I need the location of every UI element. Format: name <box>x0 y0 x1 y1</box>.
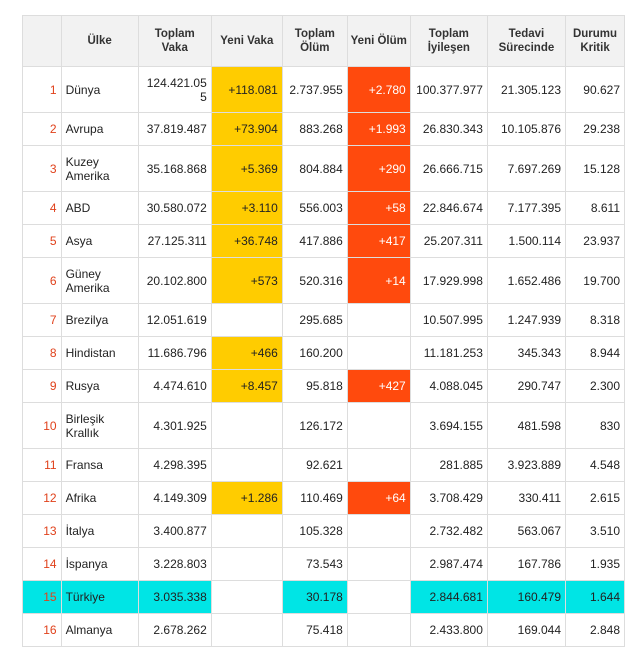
row-new-cases <box>211 581 282 614</box>
row-total-deaths: 804.884 <box>282 146 347 192</box>
row-total-cases: 3.035.338 <box>138 581 211 614</box>
row-new-cases <box>211 403 282 449</box>
table-row <box>23 337 625 370</box>
row-rank: 3 <box>23 146 62 192</box>
row-total-deaths: 30.178 <box>282 581 347 614</box>
row-active: 7.697.269 <box>487 146 565 192</box>
row-new-deaths: +290 <box>347 146 410 192</box>
row-new-cases: +36.748 <box>211 225 282 258</box>
row-rank: 5 <box>23 225 62 258</box>
row-total-deaths: 126.172 <box>282 403 347 449</box>
row-active: 481.598 <box>487 403 565 449</box>
row-critical: 3.510 <box>566 515 625 548</box>
header-critical[interactable]: Durumu Kritik <box>566 16 625 67</box>
row-total-deaths: 95.818 <box>282 370 347 403</box>
row-new-deaths: +427 <box>347 370 410 403</box>
row-total-cases: 4.149.309 <box>138 482 211 515</box>
table-row <box>23 581 625 614</box>
row-new-deaths: +14 <box>347 258 410 304</box>
row-total-cases: 30.580.072 <box>138 192 211 225</box>
row-new-deaths: +417 <box>347 225 410 258</box>
row-country[interactable]: Hindistan <box>61 337 138 370</box>
table-row <box>23 192 625 225</box>
header-country[interactable]: Ülke <box>61 16 138 67</box>
row-critical: 8.944 <box>566 337 625 370</box>
row-critical: 8.611 <box>566 192 625 225</box>
row-rank: 8 <box>23 337 62 370</box>
table-row <box>23 614 625 647</box>
row-new-deaths: +64 <box>347 482 410 515</box>
row-critical: 90.627 <box>566 67 625 113</box>
header-row <box>23 16 625 67</box>
row-new-deaths <box>347 581 410 614</box>
row-total-recovered: 100.377.977 <box>410 67 487 113</box>
row-new-deaths <box>347 614 410 647</box>
row-critical: 2.300 <box>566 370 625 403</box>
row-active: 169.044 <box>487 614 565 647</box>
table-row <box>23 515 625 548</box>
row-active: 1.652.486 <box>487 258 565 304</box>
row-country[interactable]: Güney Amerika <box>61 258 138 304</box>
row-country[interactable]: Almanya <box>61 614 138 647</box>
row-country[interactable]: İspanya <box>61 548 138 581</box>
row-rank: 2 <box>23 113 62 146</box>
row-new-cases: +8.457 <box>211 370 282 403</box>
table-row <box>23 403 625 449</box>
row-country[interactable]: Afrika <box>61 482 138 515</box>
table-row <box>23 370 625 403</box>
row-total-cases: 27.125.311 <box>138 225 211 258</box>
row-country[interactable]: Brezilya <box>61 304 138 337</box>
row-total-cases: 124.421.055 <box>138 67 211 113</box>
header-total-recovered[interactable]: Toplam İyileşen <box>410 16 487 67</box>
row-rank: 10 <box>23 403 62 449</box>
row-total-cases: 2.678.262 <box>138 614 211 647</box>
row-total-recovered: 3.694.155 <box>410 403 487 449</box>
row-rank: 4 <box>23 192 62 225</box>
row-new-deaths <box>347 449 410 482</box>
table-row <box>23 113 625 146</box>
row-critical: 2.615 <box>566 482 625 515</box>
row-new-deaths <box>347 548 410 581</box>
row-rank: 11 <box>23 449 62 482</box>
table-row <box>23 258 625 304</box>
row-total-deaths: 295.685 <box>282 304 347 337</box>
row-new-deaths <box>347 304 410 337</box>
header-new-deaths[interactable]: Yeni Ölüm <box>347 16 410 67</box>
covid-stats-table-container <box>22 15 625 647</box>
table-row <box>23 67 625 113</box>
row-total-recovered: 2.433.800 <box>410 614 487 647</box>
row-rank: 12 <box>23 482 62 515</box>
row-country[interactable]: İtalya <box>61 515 138 548</box>
row-country[interactable]: Avrupa <box>61 113 138 146</box>
row-total-recovered: 281.885 <box>410 449 487 482</box>
row-total-deaths: 105.328 <box>282 515 347 548</box>
row-rank: 15 <box>23 581 62 614</box>
row-total-deaths: 73.543 <box>282 548 347 581</box>
row-new-cases: +73.904 <box>211 113 282 146</box>
row-total-recovered: 2.987.474 <box>410 548 487 581</box>
row-new-cases <box>211 304 282 337</box>
row-total-recovered: 2.732.482 <box>410 515 487 548</box>
row-total-recovered: 10.507.995 <box>410 304 487 337</box>
row-active: 10.105.876 <box>487 113 565 146</box>
header-rank <box>23 16 62 67</box>
row-new-deaths <box>347 515 410 548</box>
header-total-deaths[interactable]: Toplam Ölüm <box>282 16 347 67</box>
row-active: 330.411 <box>487 482 565 515</box>
table-row <box>23 146 625 192</box>
row-country[interactable]: Türkiye <box>61 581 138 614</box>
row-total-deaths: 556.003 <box>282 192 347 225</box>
row-critical: 19.700 <box>566 258 625 304</box>
row-total-deaths: 2.737.955 <box>282 67 347 113</box>
row-critical: 4.548 <box>566 449 625 482</box>
row-critical: 23.937 <box>566 225 625 258</box>
row-new-deaths: +2.780 <box>347 67 410 113</box>
row-new-cases <box>211 548 282 581</box>
row-new-cases: +118.081 <box>211 67 282 113</box>
row-active: 290.747 <box>487 370 565 403</box>
row-new-cases: +5.369 <box>211 146 282 192</box>
row-new-cases: +573 <box>211 258 282 304</box>
row-country[interactable]: Kuzey Amerika <box>61 146 138 192</box>
row-active: 21.305.123 <box>487 67 565 113</box>
row-total-cases: 20.102.800 <box>138 258 211 304</box>
row-total-recovered: 2.844.681 <box>410 581 487 614</box>
row-total-cases: 12.051.619 <box>138 304 211 337</box>
table-row <box>23 482 625 515</box>
row-new-deaths: +1.993 <box>347 113 410 146</box>
row-total-recovered: 11.181.253 <box>410 337 487 370</box>
row-new-cases <box>211 614 282 647</box>
header-new-cases[interactable]: Yeni Vaka <box>211 16 282 67</box>
row-total-recovered: 3.708.429 <box>410 482 487 515</box>
row-active: 1.500.114 <box>487 225 565 258</box>
row-total-recovered: 4.088.045 <box>410 370 487 403</box>
row-rank: 6 <box>23 258 62 304</box>
row-new-cases: +3.110 <box>211 192 282 225</box>
row-country[interactable]: ABD <box>61 192 138 225</box>
row-rank: 16 <box>23 614 62 647</box>
row-total-cases: 4.301.925 <box>138 403 211 449</box>
row-total-deaths: 75.418 <box>282 614 347 647</box>
row-total-recovered: 22.846.674 <box>410 192 487 225</box>
table-row <box>23 548 625 581</box>
row-new-cases <box>211 449 282 482</box>
table-row <box>23 304 625 337</box>
row-active: 563.067 <box>487 515 565 548</box>
row-critical: 1.644 <box>566 581 625 614</box>
table-body <box>23 67 625 647</box>
row-total-cases: 3.228.803 <box>138 548 211 581</box>
header-active[interactable]: Tedavi Sürecinde <box>487 16 565 67</box>
row-critical: 2.848 <box>566 614 625 647</box>
row-new-deaths <box>347 403 410 449</box>
row-active: 345.343 <box>487 337 565 370</box>
row-rank: 13 <box>23 515 62 548</box>
row-total-deaths: 520.316 <box>282 258 347 304</box>
row-rank: 1 <box>23 67 62 113</box>
row-total-cases: 35.168.868 <box>138 146 211 192</box>
row-active: 3.923.889 <box>487 449 565 482</box>
row-total-recovered: 17.929.998 <box>410 258 487 304</box>
row-new-cases: +466 <box>211 337 282 370</box>
row-total-cases: 37.819.487 <box>138 113 211 146</box>
row-new-deaths: +58 <box>347 192 410 225</box>
row-new-cases: +1.286 <box>211 482 282 515</box>
row-country[interactable]: Dünya <box>61 67 138 113</box>
row-critical: 1.935 <box>566 548 625 581</box>
row-critical: 830 <box>566 403 625 449</box>
row-total-recovered: 26.666.715 <box>410 146 487 192</box>
row-total-deaths: 883.268 <box>282 113 347 146</box>
table-row <box>23 449 625 482</box>
row-total-deaths: 160.200 <box>282 337 347 370</box>
row-active: 7.177.395 <box>487 192 565 225</box>
row-active: 1.247.939 <box>487 304 565 337</box>
row-rank: 14 <box>23 548 62 581</box>
row-total-deaths: 417.886 <box>282 225 347 258</box>
row-total-cases: 3.400.877 <box>138 515 211 548</box>
row-total-cases: 11.686.796 <box>138 337 211 370</box>
row-total-recovered: 25.207.311 <box>410 225 487 258</box>
row-active: 160.479 <box>487 581 565 614</box>
row-active: 167.786 <box>487 548 565 581</box>
row-critical: 29.238 <box>566 113 625 146</box>
row-country[interactable]: Birleşik Krallık <box>61 403 138 449</box>
row-country[interactable]: Asya <box>61 225 138 258</box>
row-country[interactable]: Fransa <box>61 449 138 482</box>
row-total-recovered: 26.830.343 <box>410 113 487 146</box>
covid-stats-table <box>22 15 625 647</box>
row-total-cases: 4.474.610 <box>138 370 211 403</box>
row-new-deaths <box>347 337 410 370</box>
row-total-deaths: 92.621 <box>282 449 347 482</box>
row-total-cases: 4.298.395 <box>138 449 211 482</box>
row-total-deaths: 110.469 <box>282 482 347 515</box>
row-new-cases <box>211 515 282 548</box>
row-rank: 9 <box>23 370 62 403</box>
table-row <box>23 225 625 258</box>
row-critical: 15.128 <box>566 146 625 192</box>
header-total-cases[interactable]: Toplam Vaka <box>138 16 211 67</box>
row-critical: 8.318 <box>566 304 625 337</box>
row-country[interactable]: Rusya <box>61 370 138 403</box>
row-rank: 7 <box>23 304 62 337</box>
